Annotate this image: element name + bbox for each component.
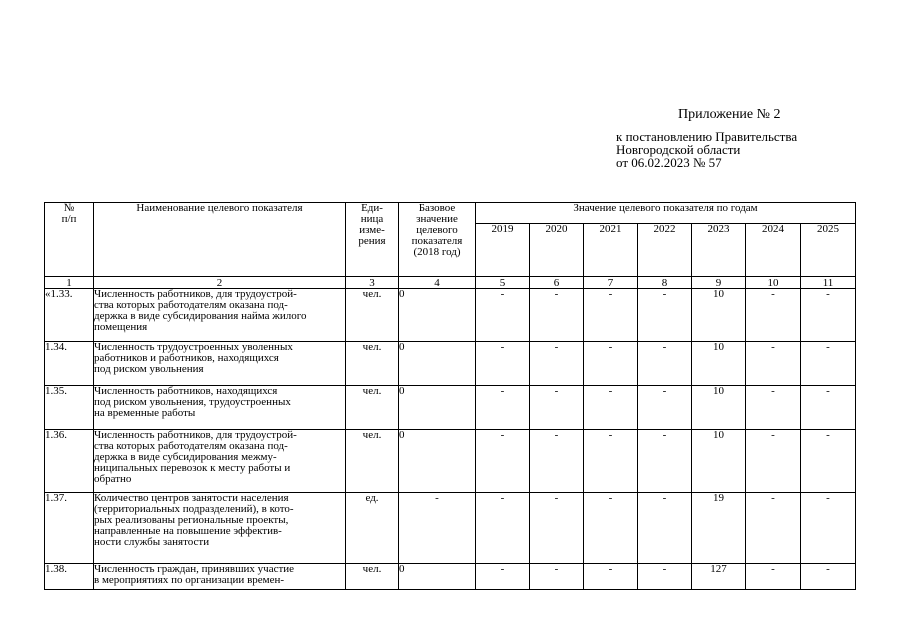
header-year: 2021 bbox=[584, 224, 638, 277]
base-value-cell: 0 bbox=[399, 430, 476, 493]
unit-cell: чел. bbox=[346, 386, 399, 430]
year-value-cell: 19 bbox=[692, 493, 746, 564]
unit-cell: чел. bbox=[346, 289, 399, 342]
indicator-name: Численность работников, для трудоустрой- ства которых работодателям оказана под- держка в виде субсидирования межму- ниципальных перевозок к месту работы и обратно bbox=[94, 430, 346, 493]
year-value-cell: - bbox=[638, 289, 692, 342]
appendix-line: Новгородской области bbox=[616, 142, 741, 157]
year-value-cell: - bbox=[746, 386, 801, 430]
table-row bbox=[45, 493, 856, 564]
table-row bbox=[45, 386, 856, 430]
year-value-cell: - bbox=[746, 430, 801, 493]
column-number: 10 bbox=[746, 277, 801, 289]
year-value-cell: - bbox=[530, 430, 584, 493]
year-value-cell: - bbox=[638, 342, 692, 386]
table-row bbox=[45, 564, 856, 590]
year-value-cell: - bbox=[476, 564, 530, 590]
header-num: № п/п bbox=[45, 203, 94, 277]
year-value-cell: - bbox=[530, 289, 584, 342]
header-base: Базовое значение целевого показателя (2018 год) bbox=[399, 203, 476, 277]
column-number: 6 bbox=[530, 277, 584, 289]
year-value-cell: - bbox=[638, 493, 692, 564]
year-value-cell: - bbox=[746, 564, 801, 590]
table-row bbox=[45, 289, 856, 342]
header-year: 2020 bbox=[530, 224, 584, 277]
year-value-cell: - bbox=[801, 342, 856, 386]
header-year: 2019 bbox=[476, 224, 530, 277]
appendix-line: от 06.02.2023 № 57 bbox=[616, 155, 722, 170]
indicator-name: Численность работников, находящихся под риском увольнения, трудоустроенных на временные работы bbox=[94, 386, 346, 430]
unit-cell: ед. bbox=[346, 493, 399, 564]
appendix-block bbox=[616, 108, 797, 169]
column-number: 11 bbox=[801, 277, 856, 289]
header-year: 2023 bbox=[692, 224, 746, 277]
column-numbers-row bbox=[45, 277, 856, 289]
year-value-cell: - bbox=[584, 493, 638, 564]
year-value-cell: - bbox=[584, 564, 638, 590]
appendix-title: Приложение № 2 bbox=[678, 107, 781, 122]
year-value-cell: - bbox=[746, 289, 801, 342]
column-number: 2 bbox=[94, 277, 346, 289]
column-number: 5 bbox=[476, 277, 530, 289]
header-year: 2024 bbox=[746, 224, 801, 277]
column-number: 4 bbox=[399, 277, 476, 289]
year-value-cell: 10 bbox=[692, 342, 746, 386]
indicator-name: Количество центров занятости населения (территориальных подразделений), в кото- рых реализованы региональные проекты, направленные на повышение эффектив- ности службы занятости bbox=[94, 493, 346, 564]
year-value-cell: - bbox=[476, 430, 530, 493]
unit-cell: чел. bbox=[346, 342, 399, 386]
row-number: «1.33. bbox=[45, 289, 94, 342]
unit-cell: чел. bbox=[346, 564, 399, 590]
indicator-name: Численность граждан, принявших участие в мероприятиях по организации времен- bbox=[94, 564, 346, 590]
header-year: 2022 bbox=[638, 224, 692, 277]
year-value-cell: - bbox=[584, 289, 638, 342]
year-value-cell: - bbox=[801, 386, 856, 430]
table-row bbox=[45, 430, 856, 493]
header-name: Наименование целевого показателя bbox=[94, 203, 346, 277]
header-unit: Еди- ница изме- рения bbox=[346, 203, 399, 277]
header-years-group: Значение целевого показателя по годам bbox=[476, 203, 856, 224]
year-value-cell: 10 bbox=[692, 430, 746, 493]
year-value-cell: - bbox=[638, 386, 692, 430]
base-value-cell: - bbox=[399, 493, 476, 564]
year-value-cell: - bbox=[530, 564, 584, 590]
unit-cell: чел. bbox=[346, 430, 399, 493]
column-number: 9 bbox=[692, 277, 746, 289]
column-number: 3 bbox=[346, 277, 399, 289]
year-value-cell: - bbox=[476, 289, 530, 342]
year-value-cell: - bbox=[530, 386, 584, 430]
column-number: 8 bbox=[638, 277, 692, 289]
year-value-cell: - bbox=[584, 430, 638, 493]
year-value-cell: - bbox=[638, 564, 692, 590]
base-value-cell: 0 bbox=[399, 289, 476, 342]
year-value-cell: - bbox=[801, 564, 856, 590]
year-value-cell: - bbox=[530, 493, 584, 564]
year-value-cell: - bbox=[801, 430, 856, 493]
header-year: 2025 bbox=[801, 224, 856, 277]
year-value-cell: - bbox=[476, 386, 530, 430]
base-value-cell: 0 bbox=[399, 386, 476, 430]
year-value-cell: 127 bbox=[692, 564, 746, 590]
indicators-table bbox=[44, 202, 856, 590]
base-value-cell: 0 bbox=[399, 342, 476, 386]
year-value-cell: - bbox=[476, 493, 530, 564]
row-number: 1.37. bbox=[45, 493, 94, 564]
row-number: 1.35. bbox=[45, 386, 94, 430]
year-value-cell: 10 bbox=[692, 386, 746, 430]
year-value-cell: - bbox=[801, 493, 856, 564]
table-row bbox=[45, 342, 856, 386]
year-value-cell: - bbox=[584, 386, 638, 430]
year-value-cell: - bbox=[746, 342, 801, 386]
year-value-cell: - bbox=[476, 342, 530, 386]
year-value-cell: - bbox=[584, 342, 638, 386]
indicator-name: Численность трудоустроенных уволенных работников и работников, находящихся под риском увольнения bbox=[94, 342, 346, 386]
row-number: 1.36. bbox=[45, 430, 94, 493]
year-value-cell: - bbox=[746, 493, 801, 564]
row-number: 1.34. bbox=[45, 342, 94, 386]
year-value-cell: - bbox=[530, 342, 584, 386]
column-number: 1 bbox=[45, 277, 94, 289]
year-value-cell: 10 bbox=[692, 289, 746, 342]
column-number: 7 bbox=[584, 277, 638, 289]
indicator-name: Численность работников, для трудоустрой- ства которых работодателям оказана под- держка в виде субсидирования найма жилого помещения bbox=[94, 289, 346, 342]
year-value-cell: - bbox=[801, 289, 856, 342]
base-value-cell: 0 bbox=[399, 564, 476, 590]
row-number: 1.38. bbox=[45, 564, 94, 590]
appendix-line: к постановлению Правительства bbox=[616, 129, 798, 144]
year-value-cell: - bbox=[638, 430, 692, 493]
